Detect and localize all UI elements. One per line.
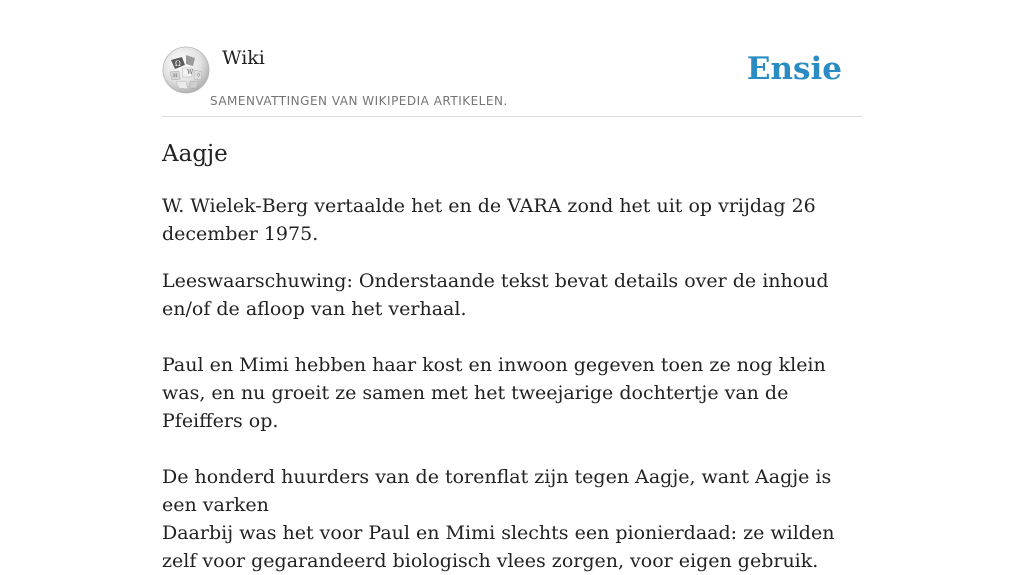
site-tagline: SAMENVATTINGEN VAN WIKIPEDIA ARTIKELEN. <box>210 94 508 108</box>
svg-text:И: И <box>173 73 178 79</box>
svg-text:W: W <box>187 69 194 76</box>
article-title: Aagje <box>162 141 228 167</box>
article-paragraph: Leeswaarschuwing: Onderstaande tekst bevat details over de inhoud en/of de afloop van het verhaal. Paul en Mimi hebben haar kost en inwoon gegeven toen ze nog klein was, en nu groeit ze samen met het tweejarige dochtertje van de Pfeiffers op. De honderd huurders van de torenflat zijn tegen Aagje, want Aagje is een varken Daarbij was het voor Paul en Mimi slechts een pionierdaad: ze wilden zelf voor gegarandeerd biologisch vlees zorgen, voor eigen gebruik. <box>162 270 835 572</box>
article-paragraph: W. Wielek-Berg vertaalde het en de VARA zond het uit op vrijdag 26 december 1975. <box>162 195 816 245</box>
ensie-logo-link[interactable]: Ensie <box>746 51 842 87</box>
svg-text:ウ: ウ <box>196 73 202 79</box>
svg-text:Ω: Ω <box>175 60 181 68</box>
wikipedia-globe-icon[interactable] <box>162 46 210 94</box>
article-content <box>162 136 862 575</box>
site-name-link[interactable]: Wiki <box>222 47 265 69</box>
site-header <box>162 0 862 117</box>
